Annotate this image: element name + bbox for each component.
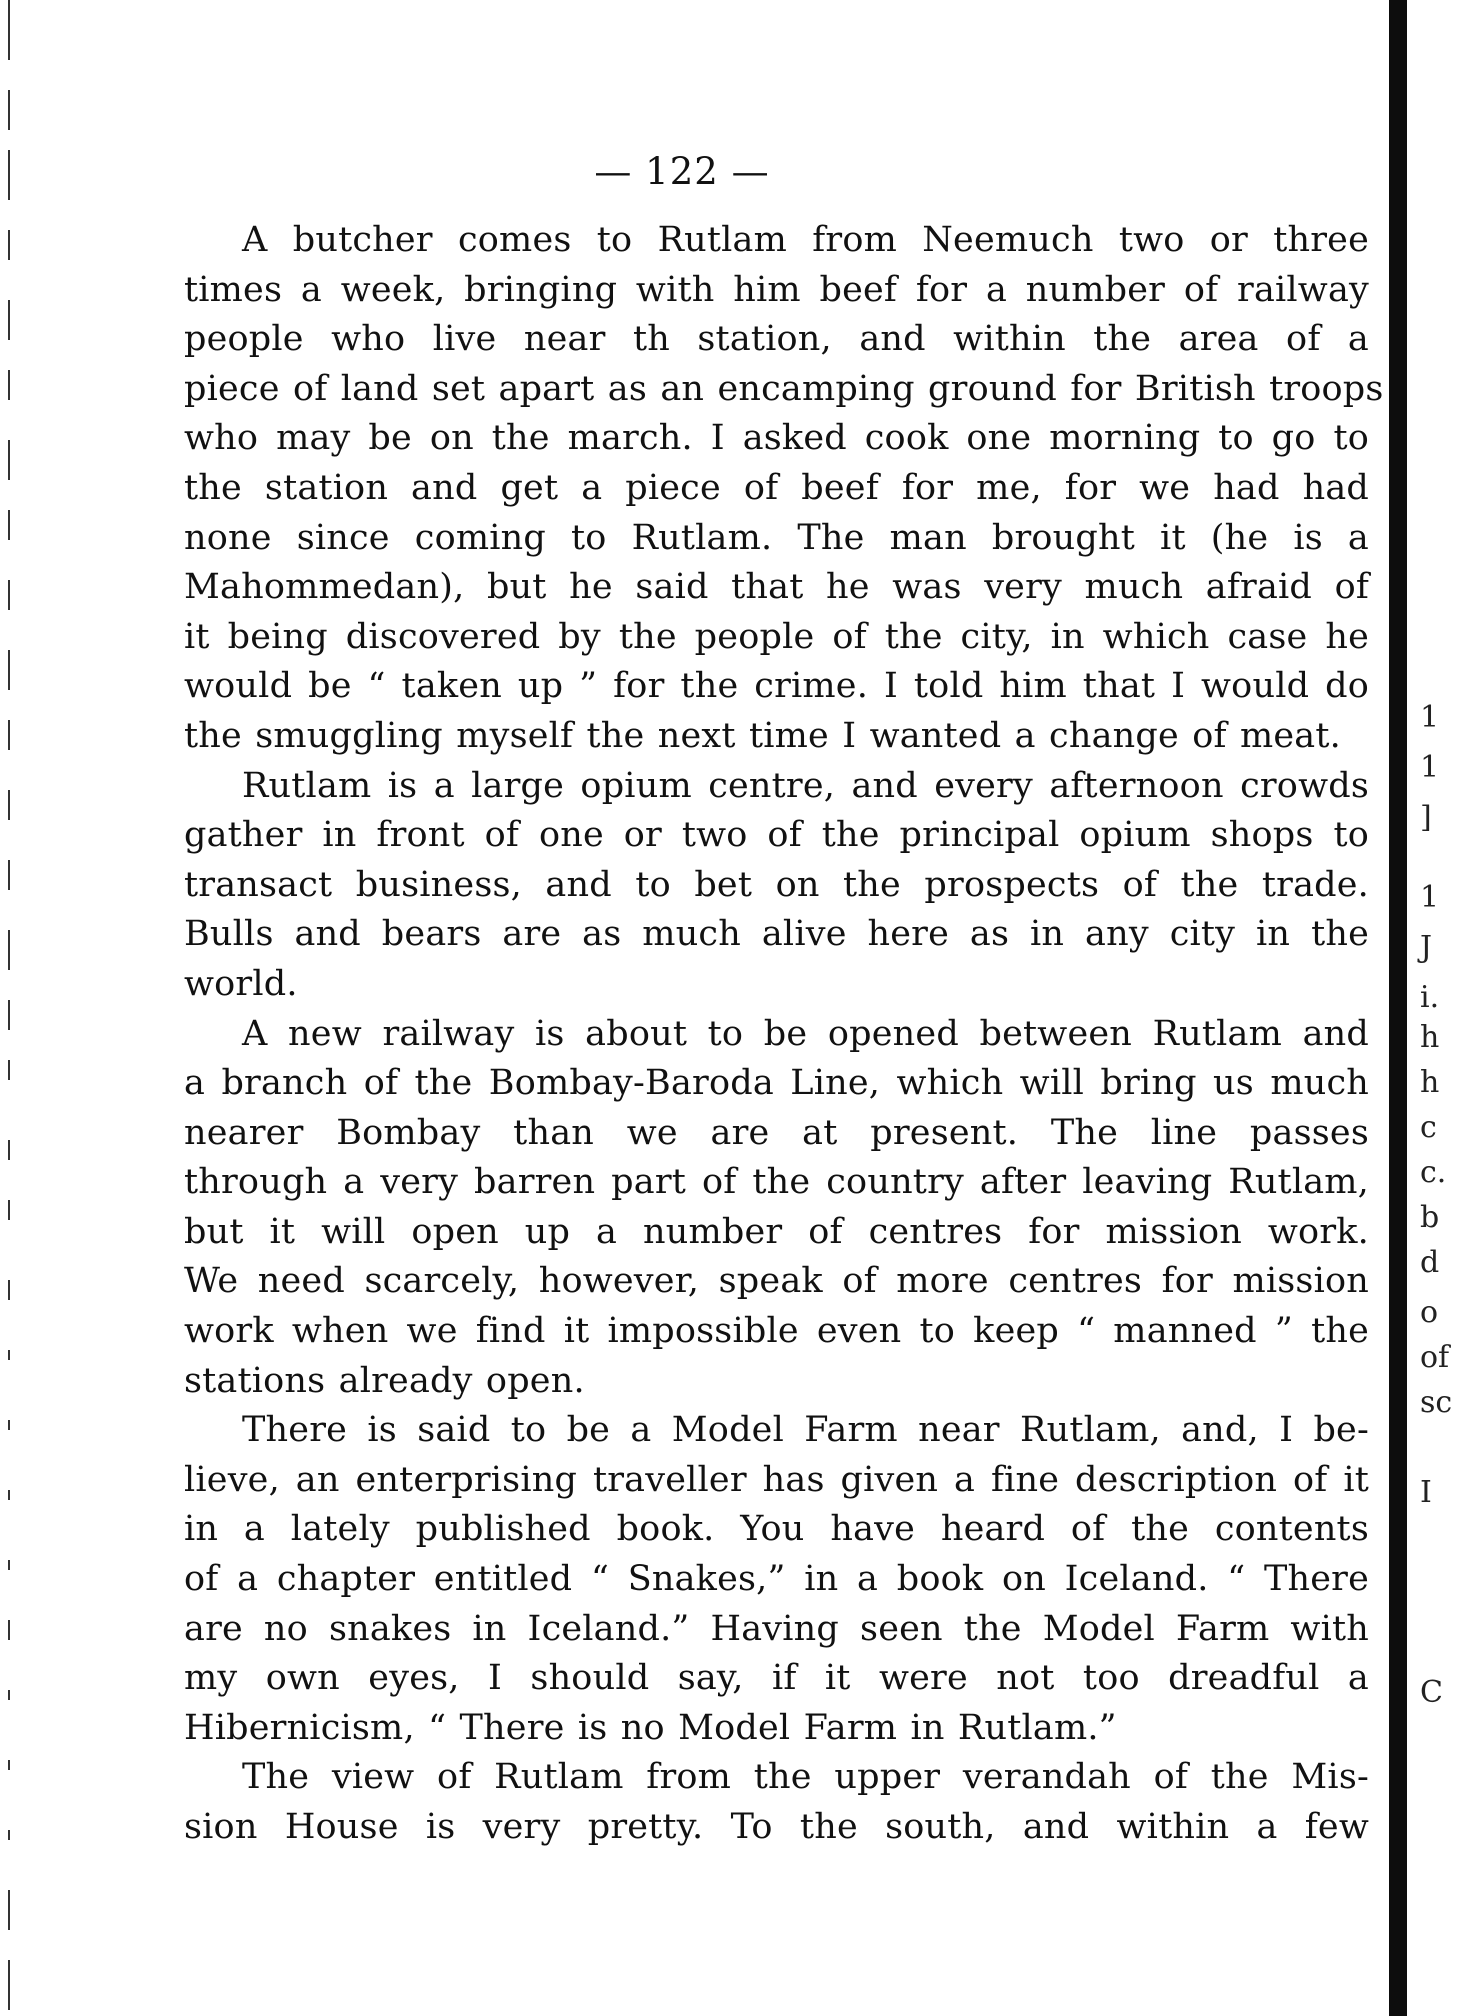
text-line: it being discovered by the people of the city, in which case he [184, 616, 1369, 657]
text-line: gather in front of one or two of the principal opium shops to [184, 815, 1369, 856]
adjacent-page-fragment: d [1420, 1245, 1440, 1280]
text-line: Rutlam is a large opium centre, and every afternoon crowds [242, 765, 1369, 806]
text-line: would be “ taken up ” for the crime. I told him that I would do [184, 666, 1369, 707]
page-number: — 122 — [594, 150, 770, 193]
adjacent-page-fragment: 1 [1420, 750, 1440, 785]
text-line: the smuggling myself the next time I wanted a change of meat. [184, 715, 1341, 756]
adjacent-page-fragments [1420, 0, 1464, 2016]
adjacent-page-fragment: I [1420, 1475, 1432, 1510]
text-line: work when we find it impossible even to keep “ manned ” the [184, 1311, 1369, 1352]
text-line: A butcher comes to Rutlam from Neemuch two or three [242, 220, 1369, 260]
text-line: people who live near th station, and within the area of a [184, 319, 1369, 360]
text-line: nearer Bombay than we are at present. The line passes [184, 1112, 1369, 1153]
body-text [184, 216, 1384, 1853]
text-line: world. [184, 963, 298, 1004]
text-line: a branch of the Bombay-Baroda Line, which will bring us much [184, 1063, 1369, 1104]
text-line: The view of Rutlam from the upper verandah of the Mis- [242, 1757, 1369, 1798]
text-line: sion House is very pretty. To the south, and within a few [184, 1807, 1369, 1847]
text-line: Bulls and bears are as much alive here as in any city in the [184, 914, 1369, 955]
text-line: stations already open. [184, 1360, 585, 1401]
text-line: the station and get a piece of beef for me, for we had had [184, 467, 1369, 508]
text-line: lieve, an enterprising traveller has given a fine description of it [184, 1459, 1369, 1500]
text-line: There is said to be a Model Farm near Rutlam, and, I be- [242, 1410, 1369, 1451]
adjacent-page-fragment: h [1420, 1020, 1440, 1055]
adjacent-page-fragment: b [1420, 1200, 1440, 1235]
left-gutter-marks [4, 0, 18, 2016]
text-line: times a week, bringing with him beef for a number of railway [184, 269, 1369, 310]
text-line: but it will open up a number of centres for mission work. [184, 1211, 1369, 1252]
text-line: none since coming to Rutlam. The man brought it (he is a [184, 517, 1369, 558]
text-line: who may be on the march. I asked cook one morning to go to [184, 418, 1369, 459]
text-line: are no snakes in Iceland.” Having seen the Model Farm with [184, 1608, 1369, 1649]
adjacent-page-fragment: c [1420, 1110, 1437, 1145]
text-line: in a lately published book. You have heard of the contents [184, 1509, 1369, 1550]
text-line: Mahommedan), but he said that he was very much afraid of [184, 567, 1369, 608]
text-line: through a very barren part of the country after leaving Rutlam, [184, 1162, 1369, 1203]
text-line: my own eyes, I should say, if it were not too dreadful a [184, 1658, 1369, 1699]
adjacent-page-fragment: J [1420, 930, 1433, 965]
page-spine-edge [1389, 0, 1407, 2016]
text-line: A new railway is about to be opened between Rutlam and [242, 1013, 1369, 1054]
adjacent-page-fragment: c. [1420, 1155, 1447, 1190]
text-line: piece of land set apart as an encamping ground for British troops [184, 368, 1384, 409]
text-line: transact business, and to bet on the prospects of the trade. [184, 864, 1369, 905]
adjacent-page-fragment: C [1420, 1675, 1443, 1710]
adjacent-page-fragment: o [1420, 1295, 1439, 1330]
text-line: We need scarcely, however, speak of more centres for mission [184, 1261, 1369, 1302]
adjacent-page-fragment: ] [1420, 800, 1432, 835]
adjacent-page-fragment: i. [1420, 980, 1440, 1015]
adjacent-page-fragment: of [1420, 1340, 1450, 1375]
adjacent-page-fragment: h [1420, 1065, 1440, 1100]
text-line: Hibernicism, “ There is no Model Farm in Rutlam.” [184, 1707, 1117, 1748]
adjacent-page-fragment: 1 [1420, 700, 1440, 735]
text-line: of a chapter entitled “ Snakes,” in a book on Iceland. “ There [184, 1559, 1369, 1600]
adjacent-page-fragment: 1 [1420, 880, 1440, 915]
adjacent-page-fragment: sc [1420, 1385, 1453, 1420]
